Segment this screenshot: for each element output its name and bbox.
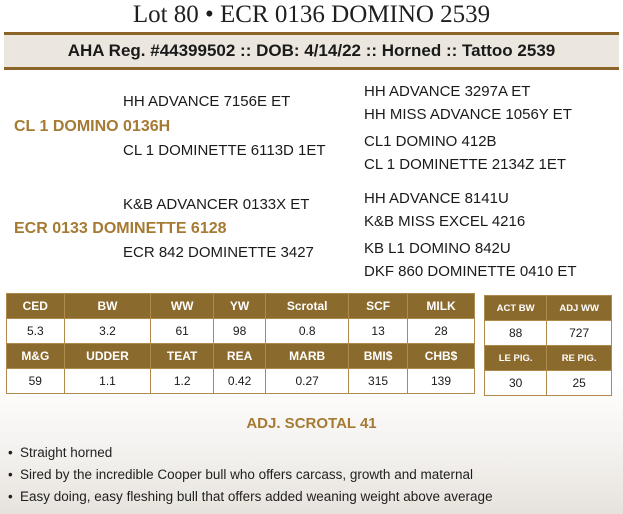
pedigree-g7: KB L1 DOMINO 842U (364, 240, 511, 257)
epd-header: Scrotal (266, 294, 349, 319)
pedigree-g2: HH MISS ADVANCE 1056Y ET (364, 106, 572, 123)
epd-header: BMI$ (349, 344, 408, 369)
epd-header: M&G (7, 344, 65, 369)
epd-header: SCF (349, 294, 408, 319)
actual-header-row-2 (485, 346, 612, 371)
pedigree-g3: CL1 DOMINO 412B (364, 133, 497, 150)
epd-value: 315 (349, 369, 408, 394)
bullet-icon: • (8, 445, 13, 460)
bullet-text: Easy doing, easy fleshing bull that offers added weaning weight above average (20, 489, 493, 504)
actual-value: 25 (547, 371, 612, 396)
list-item (8, 486, 493, 508)
registration-bar: AHA Reg. #44399502 :: DOB: 4/14/22 :: Horned :: Tattoo 2539 (4, 32, 619, 70)
epd-header: CHB$ (408, 344, 475, 369)
actual-value: 30 (485, 371, 547, 396)
actual-header: ADJ WW (547, 296, 612, 321)
actual-data-table (484, 295, 612, 396)
epd-header: UDDER (64, 344, 151, 369)
actual-value-row-2 (485, 371, 612, 396)
actual-value: 88 (485, 321, 547, 346)
epd-header: MARB (266, 344, 349, 369)
actual-header: LE PIG. (485, 346, 547, 371)
pedigree-dam-dam: ECR 842 DOMINETTE 3427 (123, 244, 314, 261)
epd-value: 0.42 (213, 369, 265, 394)
pedigree-sire: CL 1 DOMINO 0136H (14, 118, 171, 135)
actual-value-row-1 (485, 321, 612, 346)
bullet-list (8, 442, 493, 508)
pedigree-g4: CL 1 DOMINETTE 2134Z 1ET (364, 156, 567, 173)
epd-header: CED (7, 294, 65, 319)
epd-value: 13 (349, 319, 408, 344)
pedigree-g8: DKF 860 DOMINETTE 0410 ET (364, 263, 577, 280)
bullet-text: Sired by the incredible Cooper bull who offers carcass, growth and maternal (20, 467, 473, 482)
epd-header: REA (213, 344, 265, 369)
epd-header: MILK (408, 294, 475, 319)
epd-value: 0.8 (266, 319, 349, 344)
epd-value: 1.1 (64, 369, 151, 394)
epd-header: BW (64, 294, 151, 319)
pedigree-g6: K&B MISS EXCEL 4216 (364, 213, 526, 230)
bullet-text: Straight horned (20, 445, 113, 460)
bullet-icon: • (8, 467, 13, 482)
bullet-icon: • (8, 489, 13, 504)
epd-value: 59 (7, 369, 65, 394)
list-item (8, 464, 493, 486)
pedigree-g1: HH ADVANCE 3297A ET (364, 83, 531, 100)
epd-header: YW (213, 294, 265, 319)
pedigree-g5: HH ADVANCE 8141U (364, 190, 509, 207)
epd-value-row-2 (7, 369, 475, 394)
actual-header: RE PIG. (547, 346, 612, 371)
list-item (8, 442, 493, 464)
epd-value: 5.3 (7, 319, 65, 344)
pedigree-dam-sire: K&B ADVANCER 0133X ET (123, 196, 310, 213)
adj-scrotal-label: ADJ. SCROTAL 41 (246, 415, 377, 432)
epd-value: 1.2 (151, 369, 214, 394)
epd-table (6, 293, 475, 394)
lot-title: Lot 80 • ECR 0136 DOMINO 2539 (132, 1, 491, 28)
epd-value: 28 (408, 319, 475, 344)
pedigree-dam: ECR 0133 DOMINETTE 6128 (14, 220, 227, 237)
epd-value-row-1 (7, 319, 475, 344)
pedigree-sire-dam: CL 1 DOMINETTE 6113D 1ET (123, 142, 326, 159)
epd-header: TEAT (151, 344, 214, 369)
epd-header-row-2 (7, 344, 475, 369)
epd-value: 0.27 (266, 369, 349, 394)
epd-value: 3.2 (64, 319, 151, 344)
epd-header: WW (151, 294, 214, 319)
epd-header-row-1 (7, 294, 475, 319)
actual-header: ACT BW (485, 296, 547, 321)
epd-value: 61 (151, 319, 214, 344)
epd-value: 139 (408, 369, 475, 394)
actual-value: 727 (547, 321, 612, 346)
epd-value: 98 (213, 319, 265, 344)
actual-header-row-1 (485, 296, 612, 321)
pedigree-sire-sire: HH ADVANCE 7156E ET (123, 93, 291, 110)
